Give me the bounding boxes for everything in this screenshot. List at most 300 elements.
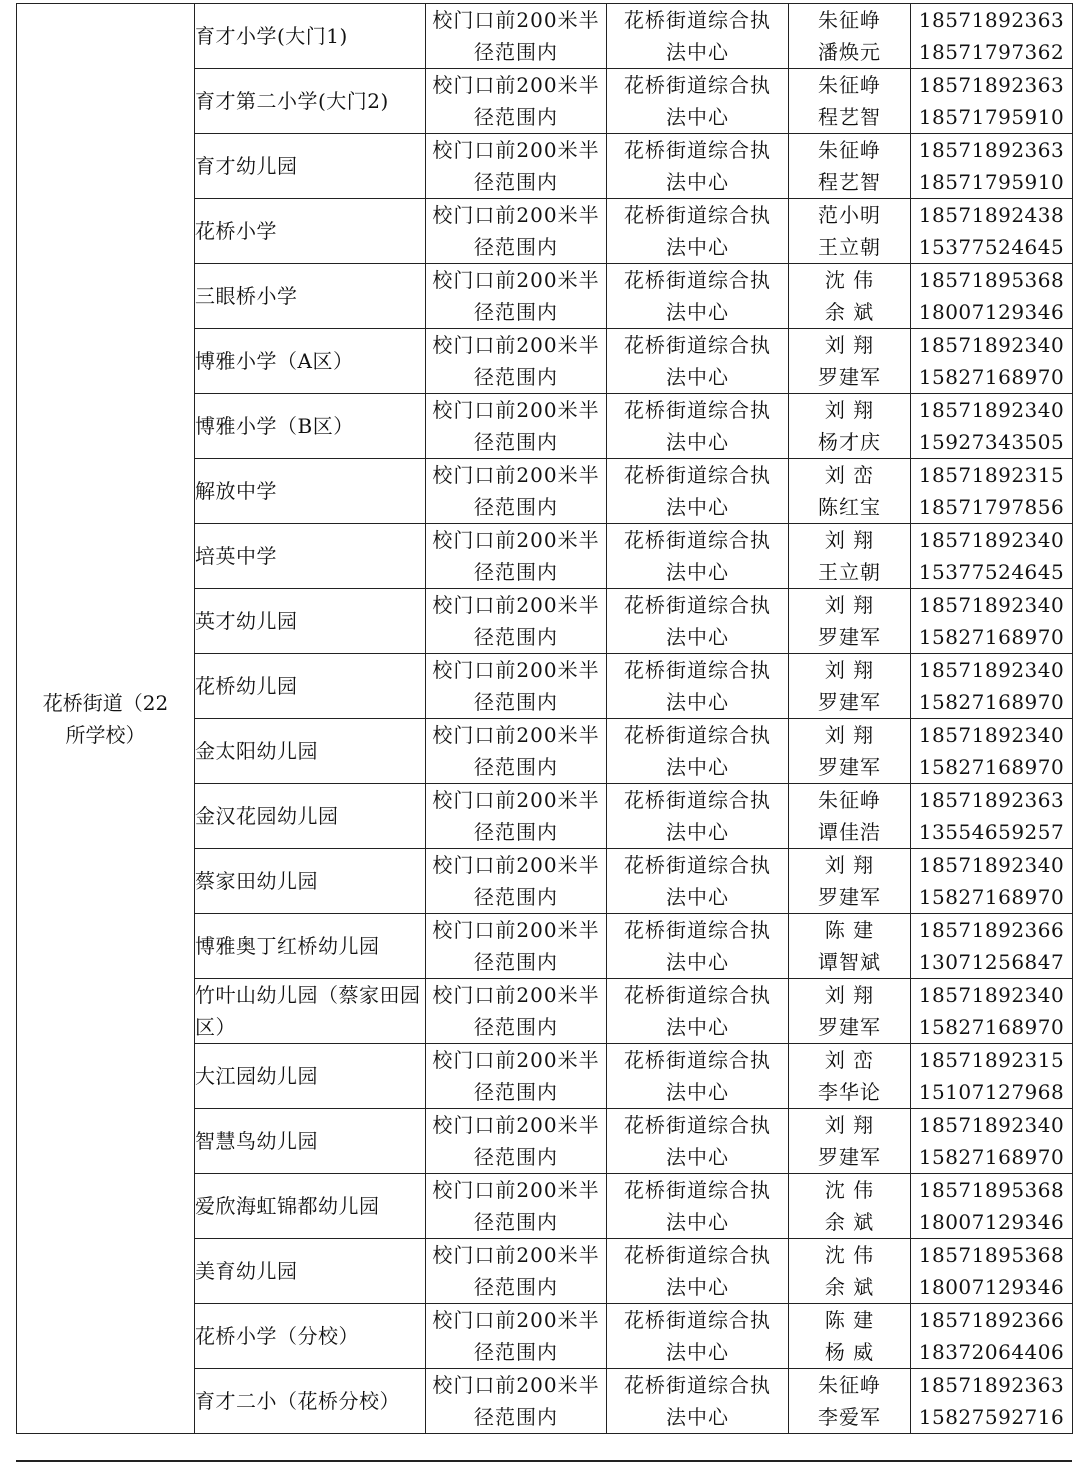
responsible-person-cell	[789, 394, 911, 459]
range-line-2: 径范围内	[474, 1275, 558, 1299]
person-secondary: 余 斌	[824, 1275, 875, 1299]
unit-line-1: 花桥街道综合执	[624, 203, 771, 227]
phone-secondary: 18571795910	[918, 105, 1065, 129]
person-secondary: 杨 威	[824, 1340, 875, 1364]
unit-cell	[607, 654, 789, 719]
school-name-cell	[195, 1239, 426, 1304]
school-name: 培英中学	[195, 544, 277, 568]
phone-cell	[911, 1369, 1073, 1434]
person-secondary: 王立朝	[818, 235, 881, 259]
person-secondary: 谭智斌	[818, 950, 881, 974]
phone-primary: 18571892340	[918, 853, 1065, 877]
phone-secondary: 15927343505	[918, 430, 1065, 454]
school-name: 育才幼儿园	[195, 154, 298, 178]
school-name-cell	[195, 979, 426, 1044]
school-name: 育才二小（花桥分校）	[195, 1389, 400, 1413]
person-secondary: 罗建军	[818, 1015, 881, 1039]
range-cell	[426, 4, 607, 69]
responsible-person-cell	[789, 69, 911, 134]
range-cell	[426, 394, 607, 459]
unit-line-2: 法中心	[666, 1145, 729, 1169]
phone-secondary: 13554659257	[918, 820, 1065, 844]
school-name-cell	[195, 199, 426, 264]
person-secondary: 罗建军	[818, 365, 881, 389]
range-line-1: 校门口前200米半	[432, 918, 600, 942]
unit-line-2: 法中心	[666, 755, 729, 779]
range-line-2: 径范围内	[474, 755, 558, 779]
school-name: 育才小学(大门1)	[195, 24, 348, 48]
phone-primary: 18571892363	[918, 1373, 1065, 1397]
school-name: 博雅奥丁红桥幼儿园	[195, 934, 380, 958]
person-primary: 刘 翔	[824, 528, 875, 552]
person-secondary: 余 斌	[824, 1210, 875, 1234]
range-line-1: 校门口前200米半	[432, 1178, 600, 1202]
phone-cell	[911, 1174, 1073, 1239]
unit-line-1: 花桥街道综合执	[624, 398, 771, 422]
phone-primary: 18571892340	[918, 528, 1065, 552]
unit-line-2: 法中心	[666, 885, 729, 909]
range-cell	[426, 654, 607, 719]
person-secondary: 程艺智	[818, 170, 881, 194]
unit-line-2: 法中心	[666, 1080, 729, 1104]
school-name-cell	[195, 1369, 426, 1434]
unit-cell	[607, 849, 789, 914]
range-cell	[426, 329, 607, 394]
unit-line-2: 法中心	[666, 105, 729, 129]
school-name: 智慧鸟幼儿园	[195, 1129, 318, 1153]
range-line-1: 校门口前200米半	[432, 138, 600, 162]
unit-line-1: 花桥街道综合执	[624, 528, 771, 552]
range-cell	[426, 719, 607, 784]
unit-cell	[607, 1304, 789, 1369]
phone-primary: 18571892340	[918, 333, 1065, 357]
unit-cell	[607, 784, 789, 849]
range-line-1: 校门口前200米半	[432, 73, 600, 97]
street-name-cell	[17, 4, 195, 1434]
responsible-person-cell	[789, 134, 911, 199]
phone-primary: 18571892366	[918, 918, 1065, 942]
phone-cell	[911, 394, 1073, 459]
phone-primary: 18571892340	[918, 593, 1065, 617]
unit-line-1: 花桥街道综合执	[624, 73, 771, 97]
unit-line-2: 法中心	[666, 495, 729, 519]
phone-primary: 18571892438	[918, 203, 1065, 227]
school-name: 花桥小学（分校）	[195, 1324, 359, 1348]
unit-cell	[607, 914, 789, 979]
school-name-cell	[195, 784, 426, 849]
unit-line-2: 法中心	[666, 690, 729, 714]
person-secondary: 余 斌	[824, 300, 875, 324]
range-line-1: 校门口前200米半	[432, 983, 600, 1007]
unit-line-2: 法中心	[666, 1405, 729, 1429]
unit-line-2: 法中心	[666, 365, 729, 389]
phone-primary: 18571892340	[918, 983, 1065, 1007]
range-cell	[426, 589, 607, 654]
range-line-1: 校门口前200米半	[432, 268, 600, 292]
range-cell	[426, 1239, 607, 1304]
unit-line-2: 法中心	[666, 560, 729, 584]
person-primary: 沈 伟	[824, 268, 875, 292]
phone-secondary: 15107127968	[918, 1080, 1065, 1104]
phone-secondary: 15827168970	[918, 1145, 1065, 1169]
unit-line-1: 花桥街道综合执	[624, 268, 771, 292]
person-primary: 刘 翔	[824, 658, 875, 682]
unit-line-1: 花桥街道综合执	[624, 593, 771, 617]
range-line-2: 径范围内	[474, 1080, 558, 1104]
range-line-2: 径范围内	[474, 1210, 558, 1234]
unit-cell	[607, 1109, 789, 1174]
responsible-person-cell	[789, 1239, 911, 1304]
school-name: 大江园幼儿园	[195, 1064, 318, 1088]
responsible-person-cell	[789, 1109, 911, 1174]
unit-line-1: 花桥街道综合执	[624, 853, 771, 877]
range-line-1: 校门口前200米半	[432, 463, 600, 487]
person-primary: 刘 翔	[824, 853, 875, 877]
range-cell	[426, 199, 607, 264]
unit-line-1: 花桥街道综合执	[624, 1243, 771, 1267]
phone-primary: 18571892315	[918, 463, 1065, 487]
range-line-1: 校门口前200米半	[432, 1113, 600, 1137]
school-name-cell	[195, 134, 426, 199]
responsible-person-cell	[789, 719, 911, 784]
range-line-2: 径范围内	[474, 1340, 558, 1364]
person-primary: 朱征峥	[818, 1373, 881, 1397]
range-line-2: 径范围内	[474, 560, 558, 584]
unit-cell	[607, 134, 789, 199]
range-line-2: 径范围内	[474, 300, 558, 324]
range-line-1: 校门口前200米半	[432, 1243, 600, 1267]
phone-primary: 18571892340	[918, 398, 1065, 422]
range-cell	[426, 459, 607, 524]
range-cell	[426, 1109, 607, 1174]
person-primary: 刘 峦	[824, 463, 875, 487]
phone-cell	[911, 1109, 1073, 1174]
unit-cell	[607, 459, 789, 524]
range-line-2: 径范围内	[474, 170, 558, 194]
phone-secondary: 18372064406	[918, 1340, 1065, 1364]
person-primary: 刘 翔	[824, 723, 875, 747]
range-line-1: 校门口前200米半	[432, 333, 600, 357]
unit-line-2: 法中心	[666, 300, 729, 324]
range-line-2: 径范围内	[474, 365, 558, 389]
table-row	[17, 4, 1073, 69]
unit-cell	[607, 4, 789, 69]
phone-cell	[911, 4, 1073, 69]
range-cell	[426, 1369, 607, 1434]
unit-line-1: 花桥街道综合执	[624, 788, 771, 812]
responsible-person-cell	[789, 1174, 911, 1239]
range-line-1: 校门口前200米半	[432, 8, 600, 32]
unit-cell	[607, 394, 789, 459]
responsible-person-cell	[789, 4, 911, 69]
unit-line-1: 花桥街道综合执	[624, 1308, 771, 1332]
unit-line-2: 法中心	[666, 820, 729, 844]
phone-secondary: 18007129346	[918, 1275, 1065, 1299]
phone-cell	[911, 654, 1073, 719]
school-name-cell	[195, 719, 426, 784]
range-line-2: 径范围内	[474, 1405, 558, 1429]
range-cell	[426, 849, 607, 914]
school-name: 蔡家田幼儿园	[195, 869, 318, 893]
person-primary: 陈 建	[824, 1308, 875, 1332]
responsible-person-cell	[789, 459, 911, 524]
phone-secondary: 18007129346	[918, 300, 1065, 324]
phone-primary: 18571892340	[918, 1113, 1065, 1137]
phone-primary: 18571892363	[918, 8, 1065, 32]
range-line-1: 校门口前200米半	[432, 658, 600, 682]
unit-cell	[607, 524, 789, 589]
unit-line-1: 花桥街道综合执	[624, 658, 771, 682]
person-primary: 朱征峥	[818, 788, 881, 812]
person-secondary: 陈红宝	[818, 495, 881, 519]
person-secondary: 罗建军	[818, 885, 881, 909]
range-line-1: 校门口前200米半	[432, 788, 600, 812]
school-name-cell	[195, 654, 426, 719]
range-line-1: 校门口前200米半	[432, 398, 600, 422]
person-primary: 朱征峥	[818, 138, 881, 162]
phone-secondary: 15827168970	[918, 625, 1065, 649]
person-primary: 刘 峦	[824, 1048, 875, 1072]
school-name: 竹叶山幼儿园（蔡家田园区）	[195, 983, 421, 1039]
person-secondary: 罗建军	[818, 755, 881, 779]
table-bottom-rule	[16, 1460, 1072, 1462]
phone-cell	[911, 1044, 1073, 1109]
person-primary: 刘 翔	[824, 333, 875, 357]
unit-cell	[607, 1239, 789, 1304]
school-name: 博雅小学（A区）	[195, 349, 354, 373]
phone-cell	[911, 979, 1073, 1044]
phone-secondary: 15377524645	[918, 560, 1065, 584]
unit-line-1: 花桥街道综合执	[624, 1113, 771, 1137]
phone-primary: 18571895368	[918, 268, 1065, 292]
range-line-2: 径范围内	[474, 495, 558, 519]
range-line-2: 径范围内	[474, 1145, 558, 1169]
school-name-cell	[195, 264, 426, 329]
phone-secondary: 13071256847	[918, 950, 1065, 974]
range-line-1: 校门口前200米半	[432, 723, 600, 747]
school-name-cell	[195, 849, 426, 914]
range-cell	[426, 69, 607, 134]
phone-secondary: 18571795910	[918, 170, 1065, 194]
range-line-2: 径范围内	[474, 625, 558, 649]
person-secondary: 罗建军	[818, 690, 881, 714]
range-line-2: 径范围内	[474, 690, 558, 714]
unit-cell	[607, 264, 789, 329]
school-name: 三眼桥小学	[195, 284, 298, 308]
unit-line-1: 花桥街道综合执	[624, 1373, 771, 1397]
responsible-person-cell	[789, 199, 911, 264]
school-name: 英才幼儿园	[195, 609, 298, 633]
table-body	[17, 4, 1073, 1434]
school-name-cell	[195, 914, 426, 979]
unit-line-1: 花桥街道综合执	[624, 1178, 771, 1202]
responsible-person-cell	[789, 1369, 911, 1434]
range-cell	[426, 264, 607, 329]
phone-secondary: 15377524645	[918, 235, 1065, 259]
phone-cell	[911, 849, 1073, 914]
person-primary: 沈 伟	[824, 1243, 875, 1267]
range-line-2: 径范围内	[474, 950, 558, 974]
unit-line-2: 法中心	[666, 430, 729, 454]
person-secondary: 王立朝	[818, 560, 881, 584]
unit-line-1: 花桥街道综合执	[624, 138, 771, 162]
phone-secondary: 15827168970	[918, 755, 1065, 779]
unit-line-2: 法中心	[666, 950, 729, 974]
range-line-2: 径范围内	[474, 820, 558, 844]
range-line-2: 径范围内	[474, 885, 558, 909]
person-primary: 朱征峥	[818, 8, 881, 32]
school-name-cell	[195, 1174, 426, 1239]
school-name: 金太阳幼儿园	[195, 739, 318, 763]
school-name: 花桥幼儿园	[195, 674, 298, 698]
unit-cell	[607, 979, 789, 1044]
school-name-cell	[195, 589, 426, 654]
range-line-2: 径范围内	[474, 430, 558, 454]
range-cell	[426, 1174, 607, 1239]
school-name: 解放中学	[195, 479, 277, 503]
school-name-cell	[195, 329, 426, 394]
range-cell	[426, 914, 607, 979]
school-name-cell	[195, 69, 426, 134]
phone-cell	[911, 459, 1073, 524]
unit-line-1: 花桥街道综合执	[624, 463, 771, 487]
school-patrol-table	[16, 3, 1073, 1434]
range-line-2: 径范围内	[474, 235, 558, 259]
phone-primary: 18571892363	[918, 788, 1065, 812]
phone-secondary: 18571797362	[918, 40, 1065, 64]
responsible-person-cell	[789, 784, 911, 849]
school-name-cell	[195, 524, 426, 589]
school-name-cell	[195, 394, 426, 459]
unit-cell	[607, 199, 789, 264]
person-secondary: 李爱军	[818, 1405, 881, 1429]
unit-cell	[607, 1369, 789, 1434]
phone-secondary: 15827168970	[918, 690, 1065, 714]
school-name: 花桥小学	[195, 219, 277, 243]
person-secondary: 潘焕元	[818, 40, 881, 64]
person-secondary: 罗建军	[818, 625, 881, 649]
range-cell	[426, 979, 607, 1044]
phone-secondary: 18007129346	[918, 1210, 1065, 1234]
range-line-1: 校门口前200米半	[432, 203, 600, 227]
phone-secondary: 15827592716	[918, 1405, 1065, 1429]
school-name-cell	[195, 1304, 426, 1369]
unit-line-2: 法中心	[666, 40, 729, 64]
phone-secondary: 15827168970	[918, 1015, 1065, 1039]
phone-cell	[911, 264, 1073, 329]
person-secondary: 程艺智	[818, 105, 881, 129]
school-name: 博雅小学（B区）	[195, 414, 354, 438]
school-name: 爱欣海虹锦都幼儿园	[195, 1194, 380, 1218]
range-line-1: 校门口前200米半	[432, 593, 600, 617]
range-line-1: 校门口前200米半	[432, 853, 600, 877]
responsible-person-cell	[789, 1304, 911, 1369]
phone-primary: 18571892363	[918, 138, 1065, 162]
phone-cell	[911, 69, 1073, 134]
range-line-2: 径范围内	[474, 105, 558, 129]
school-name-cell	[195, 4, 426, 69]
unit-cell	[607, 1044, 789, 1109]
responsible-person-cell	[789, 979, 911, 1044]
range-line-2: 径范围内	[474, 40, 558, 64]
person-primary: 陈 建	[824, 918, 875, 942]
range-cell	[426, 134, 607, 199]
person-primary: 刘 翔	[824, 983, 875, 1007]
unit-line-1: 花桥街道综合执	[624, 8, 771, 32]
phone-primary: 18571895368	[918, 1243, 1065, 1267]
school-name: 金汉花园幼儿园	[195, 804, 339, 828]
person-primary: 朱征峥	[818, 73, 881, 97]
range-cell	[426, 784, 607, 849]
phone-cell	[911, 524, 1073, 589]
phone-cell	[911, 134, 1073, 199]
unit-cell	[607, 69, 789, 134]
unit-cell	[607, 329, 789, 394]
phone-primary: 18571892340	[918, 723, 1065, 747]
phone-primary: 18571892340	[918, 658, 1065, 682]
phone-cell	[911, 719, 1073, 784]
unit-line-1: 花桥街道综合执	[624, 918, 771, 942]
responsible-person-cell	[789, 914, 911, 979]
range-cell	[426, 524, 607, 589]
unit-line-1: 花桥街道综合执	[624, 333, 771, 357]
range-line-2: 径范围内	[474, 1015, 558, 1039]
unit-line-1: 花桥街道综合执	[624, 983, 771, 1007]
phone-cell	[911, 329, 1073, 394]
person-secondary: 谭佳浩	[818, 820, 881, 844]
person-secondary: 罗建军	[818, 1145, 881, 1169]
person-primary: 刘 翔	[824, 1113, 875, 1137]
responsible-person-cell	[789, 264, 911, 329]
person-secondary: 杨才庆	[818, 430, 881, 454]
responsible-person-cell	[789, 1044, 911, 1109]
phone-primary: 18571892366	[918, 1308, 1065, 1332]
unit-line-2: 法中心	[666, 1015, 729, 1039]
unit-line-2: 法中心	[666, 625, 729, 649]
street-name-line-2: 所学校）	[65, 722, 146, 747]
responsible-person-cell	[789, 654, 911, 719]
unit-line-2: 法中心	[666, 170, 729, 194]
unit-cell	[607, 589, 789, 654]
unit-cell	[607, 719, 789, 784]
responsible-person-cell	[789, 849, 911, 914]
school-name-cell	[195, 1109, 426, 1174]
person-primary: 刘 翔	[824, 593, 875, 617]
unit-cell	[607, 1174, 789, 1239]
unit-line-1: 花桥街道综合执	[624, 1048, 771, 1072]
responsible-person-cell	[789, 589, 911, 654]
school-name-cell	[195, 1044, 426, 1109]
phone-secondary: 15827168970	[918, 365, 1065, 389]
phone-primary: 18571892363	[918, 73, 1065, 97]
phone-cell	[911, 589, 1073, 654]
school-name-cell	[195, 459, 426, 524]
person-secondary: 李华论	[818, 1080, 881, 1104]
phone-cell	[911, 784, 1073, 849]
person-primary: 沈 伟	[824, 1178, 875, 1202]
phone-cell	[911, 914, 1073, 979]
range-cell	[426, 1044, 607, 1109]
phone-primary: 18571895368	[918, 1178, 1065, 1202]
phone-secondary: 15827168970	[918, 885, 1065, 909]
phone-cell	[911, 199, 1073, 264]
person-primary: 范小明	[818, 203, 881, 227]
school-name: 美育幼儿园	[195, 1259, 298, 1283]
unit-line-1: 花桥街道综合执	[624, 723, 771, 747]
phone-cell	[911, 1239, 1073, 1304]
range-line-1: 校门口前200米半	[432, 1373, 600, 1397]
unit-line-2: 法中心	[666, 1340, 729, 1364]
